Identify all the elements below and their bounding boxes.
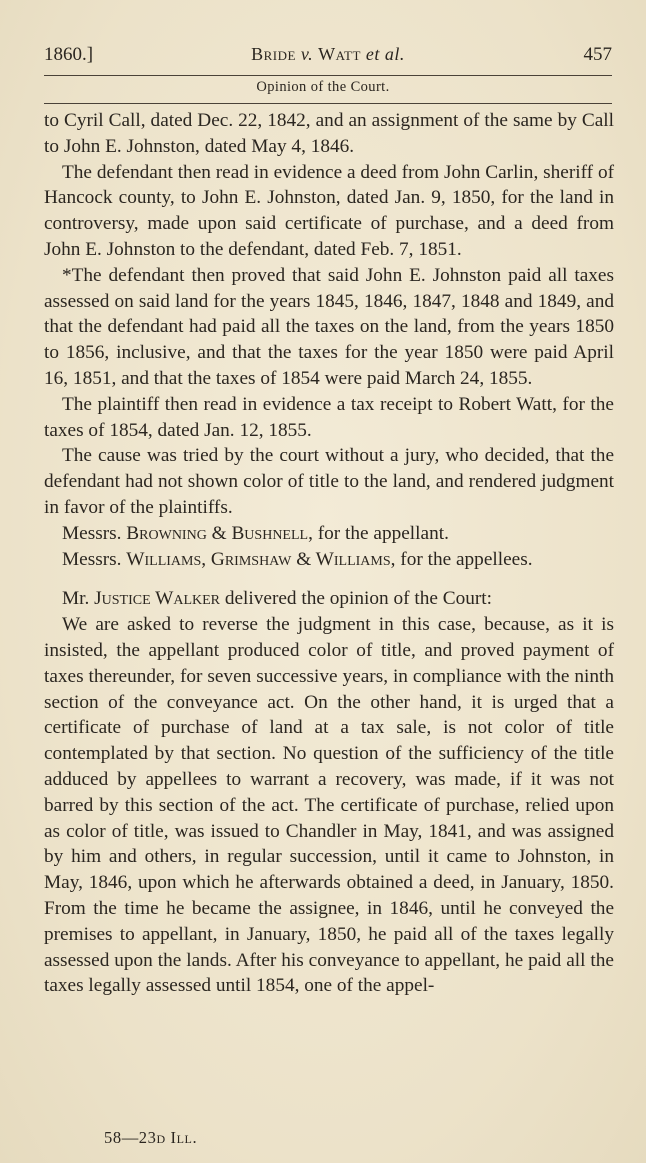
case-et-al: et al. [365, 44, 405, 64]
counsel-prefix: Messrs. [62, 548, 122, 570]
counsel-role: for the appellant. [317, 522, 449, 544]
counsel-appellant [44, 521, 614, 547]
case-versus: v. [300, 44, 314, 64]
opinion-body: We are asked to reverse the judgment in this case, because, as it is insisted, the appellant produced color of title, and proved payment of taxes thereunder, for seven successive years, in compliance with the ninth section of the conveyance act. On the other hand, it is urged that a certificate of purchase of land at a tax sale, is not color of title contemplated by that section. No question of the sufficiency of the title adduced by appellees to warrant a recovery, was made, if it was not barred by this section of the act. The certificate of purchase, relied upon as color of title, was issued to Chandler in May, 1841, and was assigned by him and others, in regular succession, until it came to Johnston, in May, 1846, upon which he afterwards obtained a deed, in January, 1850. From the time he became the assignee, in 1846, until he conveyed the premises to appellant, in January, 1850, he paid all of the taxes legally assessed upon the lands. After his conveyance to appellant, he paid all the taxes legally assessed until 1854, one of the appel- [44, 614, 614, 997]
paragraph-continued: to Cyril Call, dated Dec. 22, 1842, and an assignment of the same by Call to John E. Johnston, dated May 4, 1846. [44, 110, 614, 157]
page-body [44, 108, 614, 999]
opinion-prefix: Mr. [62, 588, 90, 610]
counsel-names: Browning & Bushnell, [126, 522, 313, 544]
counsel-prefix: Messrs. [62, 522, 122, 544]
year-label: 1860.] [44, 44, 94, 65]
paragraph: The cause was tried by the court without a jury, who decided, that the defendant had not shown color of title to the land, and rendered judgment in favor of the plaintiffs. [44, 445, 614, 518]
counsel-role: for the appellees. [400, 548, 533, 570]
counsel-names: Williams, Grimshaw & Williams, [126, 548, 396, 570]
paragraph: *The defendant then proved that said John E. Johnston paid all taxes assessed on said land for the years 1845, 1846, 1847, 1848 and 1849, and that the defendant had paid all the taxes on the land, from the years 1850 to 1856, inclusive, and that the taxes for the year 1850 were paid April 16, 1851, and that the taxes of 1854 were paid March 24, 1855. [44, 264, 614, 389]
printer-signature [104, 1128, 197, 1148]
opinion-intro [44, 586, 614, 612]
case-title [44, 44, 612, 65]
section-title: Opinion of the Court. [256, 79, 390, 95]
header-rule-top [44, 75, 612, 76]
signature-abbrev: d Ill. [156, 1128, 198, 1147]
case-party-1: Bride [251, 44, 296, 64]
paragraph: The plaintiff then read in evidence a tax receipt to Robert Watt, for the taxes of 1854, dated Jan. 12, 1855. [44, 393, 614, 441]
header-rule-bottom [44, 103, 612, 104]
justice-name: Justice Walker [94, 588, 220, 610]
page-number: 457 [583, 44, 612, 65]
signature-number: 58—23 [104, 1128, 157, 1147]
paragraph: The defendant then read in evidence a deed from John Carlin, sheriff of Hancock county, to John E. Johnston, dated Jan. 9, 1850, for the land in controversy, made upon said certificate of purchase, and a deed from John E. Johnston to the defendant, dated Feb. 7, 1851. [44, 161, 614, 260]
case-party-2: Watt [318, 44, 361, 64]
running-head [44, 44, 612, 72]
counsel-appellee [44, 547, 614, 573]
opinion-delivered: delivered the opinion of the Court: [224, 588, 493, 610]
